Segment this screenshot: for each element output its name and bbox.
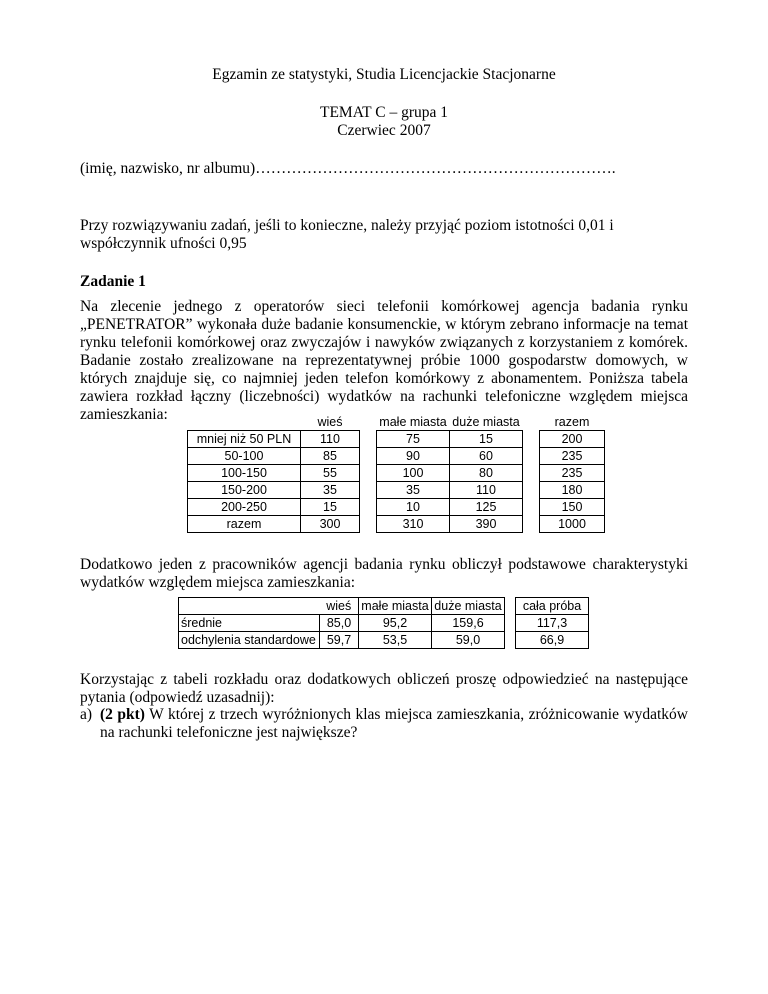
table1-header-cell: razem — [554, 415, 590, 429]
table-cell: 15 — [301, 499, 360, 516]
table-cell: 300 — [301, 516, 360, 533]
table-row — [179, 615, 589, 632]
table-cell: 150-200 — [188, 482, 301, 499]
table-cell: 50-100 — [188, 448, 301, 465]
sub-question-a — [80, 706, 688, 742]
table-row — [188, 448, 605, 465]
table-cell: 66,9 — [516, 632, 589, 649]
table2-header-cell: wieś — [320, 598, 359, 615]
sub-question-text: W której z trzech wyróżnionych klas miejsca zamieszkania, zróżnicowanie wydatków na rachunki telefoniczne jest największe? — [100, 706, 689, 741]
exam-title: Egzamin ze statystyki, Studia Licencjackie Stacjonarne — [212, 66, 556, 83]
table2-header-cell: duże miasta — [432, 598, 505, 615]
points-label: (2 pkt) — [100, 706, 145, 723]
task1-title: Zadanie 1 — [80, 273, 146, 290]
table-cell: 235 — [540, 465, 605, 482]
table1-header-cell: duże miasta — [452, 415, 520, 429]
table-cell: 85,0 — [320, 615, 359, 632]
exam-topic-block — [0, 104, 768, 140]
table-cell: razem — [188, 516, 301, 533]
sub-question-label: a) — [80, 706, 93, 723]
table-cell: 35 — [377, 482, 450, 499]
table-cell: 15 — [450, 431, 523, 448]
table-cell: 235 — [540, 448, 605, 465]
table-cell: 35 — [301, 482, 360, 499]
table-cell: 80 — [450, 465, 523, 482]
table-row — [188, 431, 605, 448]
table-row — [188, 516, 605, 533]
table2-header-cell: małe miasta — [359, 598, 432, 615]
intro-paragraph: Przy rozwiązywaniu zadań, jeśli to konieczne, należy przyjąć poziom istotności 0,01 i współczynnik ufności 0,95 — [80, 217, 614, 252]
table-cell: 53,5 — [359, 632, 432, 649]
table-cell: 110 — [301, 431, 360, 448]
table-cell: 95,2 — [359, 615, 432, 632]
exam-date: Czerwiec 2007 — [337, 122, 431, 139]
table-cell: 159,6 — [432, 615, 505, 632]
table-cell: 100 — [377, 465, 450, 482]
table-cell: 100-150 — [188, 465, 301, 482]
table-cell: mniej niż 50 PLN — [188, 431, 301, 448]
table2-header-row — [179, 598, 589, 615]
table-cell: 125 — [450, 499, 523, 516]
table-cell: 59,0 — [432, 632, 505, 649]
extra-paragraph: Dodatkowo jeden z pracowników agencji badania rynku obliczył podstawowe charakterystyki wydatków względem miejsca zamieszkania: — [80, 556, 688, 591]
table-cell: 390 — [450, 516, 523, 533]
table-cell: 85 — [301, 448, 360, 465]
table-cell: 59,7 — [320, 632, 359, 649]
table-cell: 150 — [540, 499, 605, 516]
task1-text: Na zlecenie jednego z operatorów sieci telefonii komórkowej agencja badania rynku „PENETRATOR” wykonała duże badanie konsumenckie, w którym zebrano informacje na temat rynku telefonii komórkowej oraz zwyczajów i nawyków związanych z korzystaniem z komórek. Badanie zostało zrealizowane na reprezentatywnej próbie 1000 gospodarstw domowych, w których znajduje się, co najmniej jeden telefon komórkowy z abonamentem. Poniższa tabela zawiera rozkład łączny (liczebności) wydatków na rachunki telefoniczne względem miejsca zamieszkania: — [80, 298, 688, 423]
table1-header-cell: małe miasta — [379, 415, 447, 429]
table-cell: 200-250 — [188, 499, 301, 516]
table-cell: 117,3 — [516, 615, 589, 632]
table-cell: odchylenia standardowe — [179, 632, 320, 649]
distribution-table — [187, 414, 605, 533]
table-cell: 110 — [450, 482, 523, 499]
table-cell: 55 — [301, 465, 360, 482]
table-row — [188, 482, 605, 499]
table2-header-cell: cała próba — [516, 598, 589, 615]
table-cell: 90 — [377, 448, 450, 465]
table-cell: 200 — [540, 431, 605, 448]
table-cell: średnie — [179, 615, 320, 632]
table-row — [188, 499, 605, 516]
table1-header-cell: wieś — [317, 415, 343, 429]
exam-topic: TEMAT C – grupa 1 — [319, 104, 448, 121]
table-cell: 310 — [377, 516, 450, 533]
table-row — [179, 632, 589, 649]
table-cell: 75 — [377, 431, 450, 448]
table-cell: 180 — [540, 482, 605, 499]
table1-header-row — [188, 414, 605, 431]
statistics-table — [178, 597, 589, 649]
student-name-line: (imię, nazwisko, nr albumu)……………………………………………………………. — [80, 160, 616, 177]
table-row — [188, 465, 605, 482]
table-cell: 10 — [377, 499, 450, 516]
table-cell: 1000 — [540, 516, 605, 533]
question-intro: Korzystając z tabeli rozkładu oraz dodatkowych obliczeń proszę odpowiedzieć na następujące pytania (odpowiedź uzasadnij): — [80, 671, 688, 706]
table-cell: 60 — [450, 448, 523, 465]
